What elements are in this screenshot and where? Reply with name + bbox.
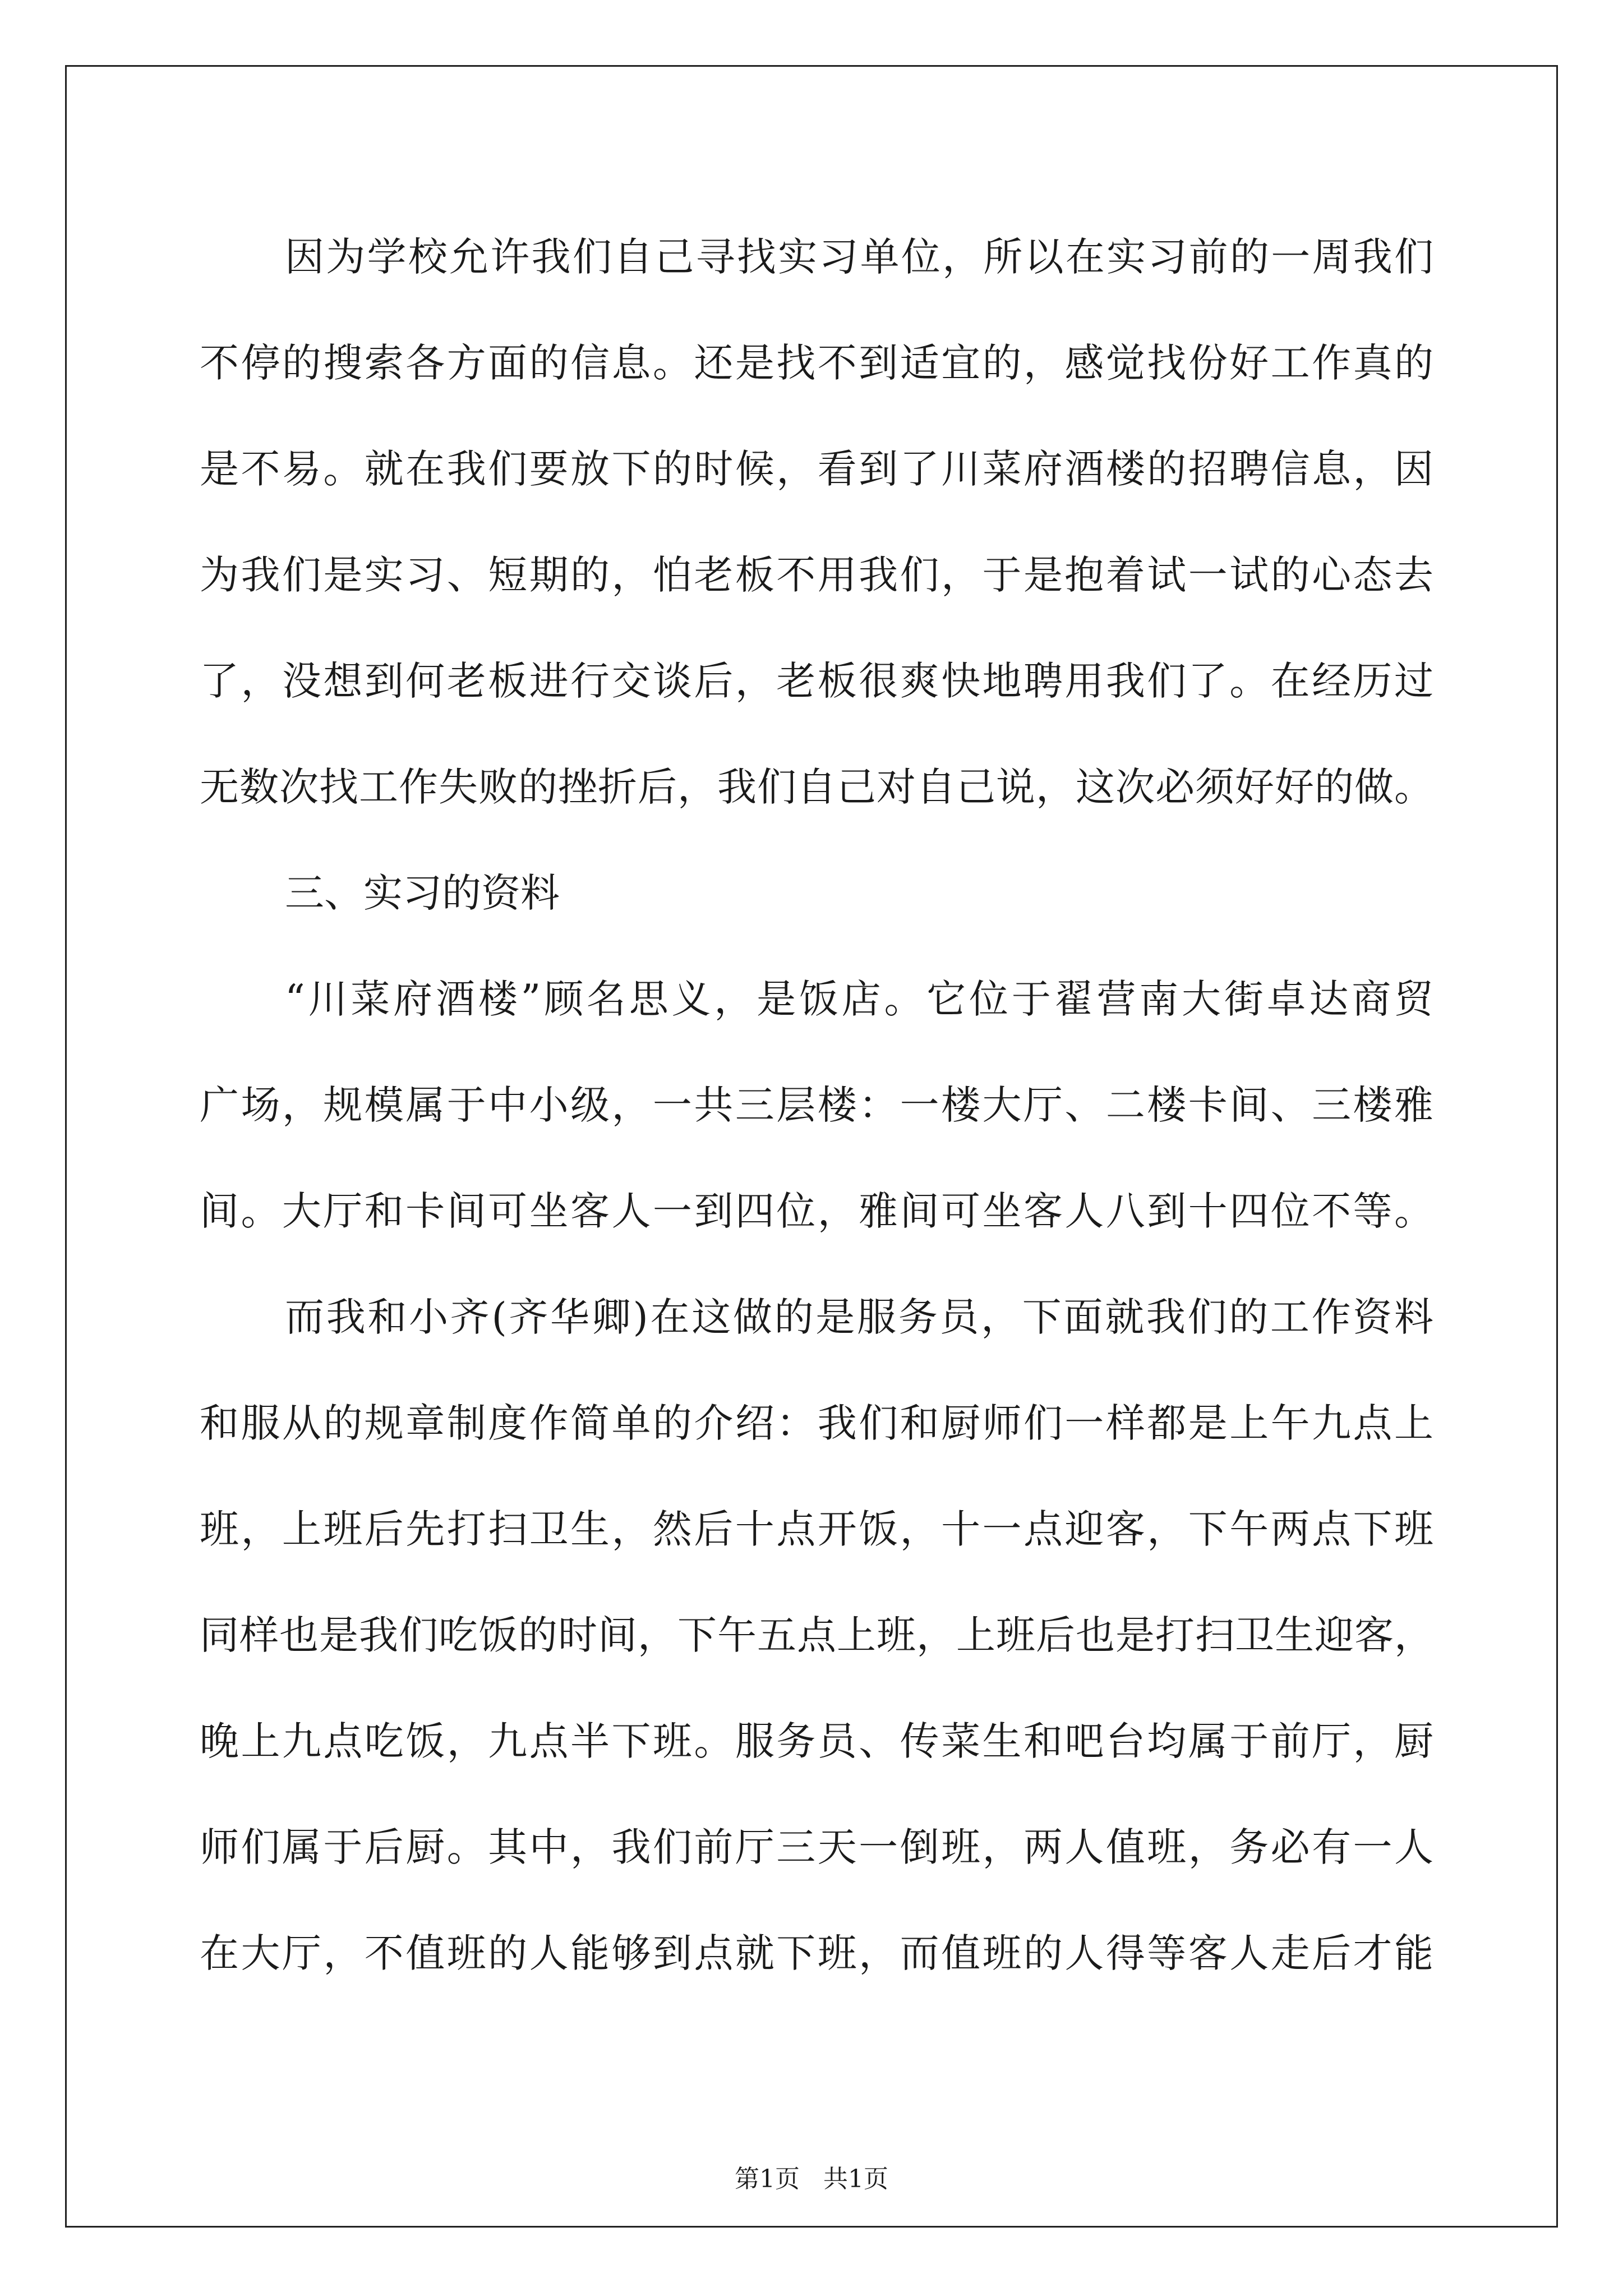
text-line: “川菜府酒楼”顾名思义，是饭店。它位于翟营南大街卓达商贸: [285, 976, 1433, 1022]
text-line: 班，上班后先打扫卫生，然后十点开饭，十一点迎客，下午两点下班: [200, 1506, 1433, 1552]
text-line: 无数次找工作失败的挫折后，我们自己对自己说，这次必须好好的做。: [200, 764, 1433, 810]
page-number-footer: 第1页 共1页: [735, 2165, 888, 2193]
document-body: [200, 204, 1433, 2007]
text-line: 同样也是我们吃饭的时间，下午五点上班，上班后也是打扫卫生迎客，: [200, 1612, 1433, 1658]
text-line: 晚上九点吃饭，九点半下班。服务员、传菜生和吧台均属于前厅，厨: [200, 1718, 1433, 1764]
text-line: 在大厅，不值班的人能够到点就下班，而值班的人得等客人走后才能: [200, 1930, 1433, 1976]
text-line: 为我们是实习、短期的，怕老板不用我们，于是抱着试一试的心态去: [200, 552, 1433, 598]
text-line: 间。大厅和卡间可坐客人一到四位，雅间可坐客人八到十四位不等。: [200, 1188, 1433, 1234]
text-line: 是不易。就在我们要放下的时候，看到了川菜府酒楼的招聘信息，因: [200, 446, 1433, 492]
text-line: 因为学校允许我们自己寻找实习单位，所以在实习前的一周我们: [285, 234, 1433, 280]
section-heading: 三、实习的资料: [285, 870, 560, 916]
text-line: 而我和小齐(齐华卿)在这做的是服务员，下面就我们的工作资料: [285, 1294, 1433, 1340]
text-line: 不停的搜索各方面的信息。还是找不到适宜的，感觉找份好工作真的: [200, 340, 1433, 386]
text-line: 师们属于后厨。其中，我们前厅三天一倒班，两人值班，务必有一人: [200, 1824, 1433, 1870]
text-line: 广场，规模属于中小级，一共三层楼：一楼大厅、二楼卡间、三楼雅: [200, 1082, 1433, 1128]
text-line: 和服从的规章制度作简单的介绍：我们和厨师们一样都是上午九点上: [200, 1400, 1433, 1446]
text-line: 了，没想到何老板进行交谈后，老板很爽快地聘用我们了。在经历过: [200, 658, 1433, 704]
